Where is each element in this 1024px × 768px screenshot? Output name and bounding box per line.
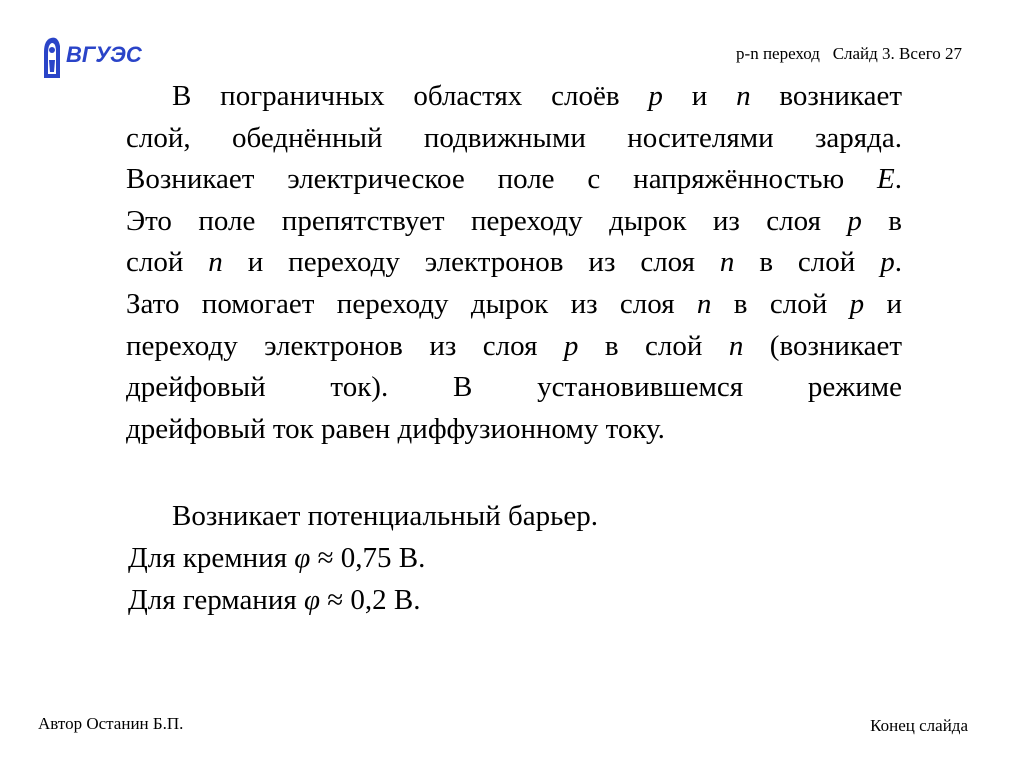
text-segment: (возникает	[743, 329, 903, 362]
barrier-line: Возникает потенциальный барьер.	[172, 500, 598, 533]
text-line	[126, 326, 902, 368]
text-segment: и	[864, 287, 902, 320]
author-label: Автор Останин Б.П.	[38, 714, 184, 733]
text-segment: в слой	[734, 246, 881, 279]
slide-counter: Слайд 3. Всего 27	[832, 44, 962, 63]
text-segment: и переходу электронов из слоя	[222, 246, 720, 279]
variable-symbol: p	[563, 329, 579, 362]
variable-symbol: n	[696, 287, 712, 320]
text-segment: .	[894, 163, 902, 196]
text-line	[126, 409, 902, 451]
silicon-formula	[126, 538, 902, 580]
germanium-prefix: Для германия	[128, 583, 304, 616]
topic-label: p-n переход	[736, 44, 820, 63]
logo-emblem-icon	[44, 38, 60, 78]
variable-symbol: n	[736, 80, 751, 112]
university-logo	[38, 30, 168, 82]
slide-body	[126, 76, 902, 621]
text-segment: в	[861, 204, 902, 237]
text-segment: дрейфовый ток). В установившемся режиме	[126, 371, 902, 404]
text-segment: Возникает электрическое поле с напряжённостью	[126, 163, 878, 196]
logo-text: ВГУЭС	[66, 42, 142, 67]
germanium-value: ≈ 0,2 В.	[320, 583, 421, 616]
text-segment: Это поле препятствует переходу дырок из слоя	[126, 204, 848, 237]
germanium-formula	[126, 580, 902, 622]
text-segment: слой, обеднённый подвижными носителями заряда.	[126, 121, 902, 154]
variable-symbol: n	[208, 246, 223, 279]
variable-symbol: n	[719, 246, 735, 279]
text-line	[126, 76, 902, 118]
text-segment: в слой	[711, 287, 850, 320]
paragraph-barrier	[126, 496, 902, 621]
text-segment: возникает	[750, 80, 902, 112]
variable-symbol: E	[877, 163, 895, 196]
text-segment: Зато помогает переходу дырок из слоя	[126, 287, 697, 320]
variable-symbol: p	[880, 246, 895, 279]
text-segment: в слой	[578, 329, 729, 362]
silicon-prefix: Для кремния	[128, 541, 295, 574]
phi-symbol: φ	[294, 541, 311, 574]
variable-symbol: p	[648, 80, 663, 112]
variable-symbol: p	[849, 287, 865, 320]
text-segment: и	[662, 80, 737, 112]
paragraph-gap	[126, 450, 902, 496]
variable-symbol: p	[847, 204, 862, 237]
paragraph-junction-field	[126, 76, 902, 450]
phi-symbol: φ	[303, 583, 320, 616]
text-segment: переходу электронов из слоя	[126, 329, 564, 362]
text-line	[126, 118, 902, 160]
text-line	[126, 159, 902, 201]
text-segment: слой	[126, 246, 209, 279]
text-segment: В пограничных областях слоёв	[172, 80, 649, 112]
text-segment: дрейфовый ток равен диффузионному току.	[126, 412, 665, 445]
variable-symbol: n	[728, 329, 744, 362]
text-segment: .	[894, 246, 902, 279]
text-line	[126, 242, 902, 284]
end-slide-link[interactable]: Конец слайда	[870, 716, 968, 735]
text-line	[126, 201, 902, 243]
text-line	[126, 367, 902, 409]
text-line	[126, 284, 902, 326]
silicon-value: ≈ 0,75 В.	[310, 541, 426, 574]
slide-header	[736, 44, 962, 64]
